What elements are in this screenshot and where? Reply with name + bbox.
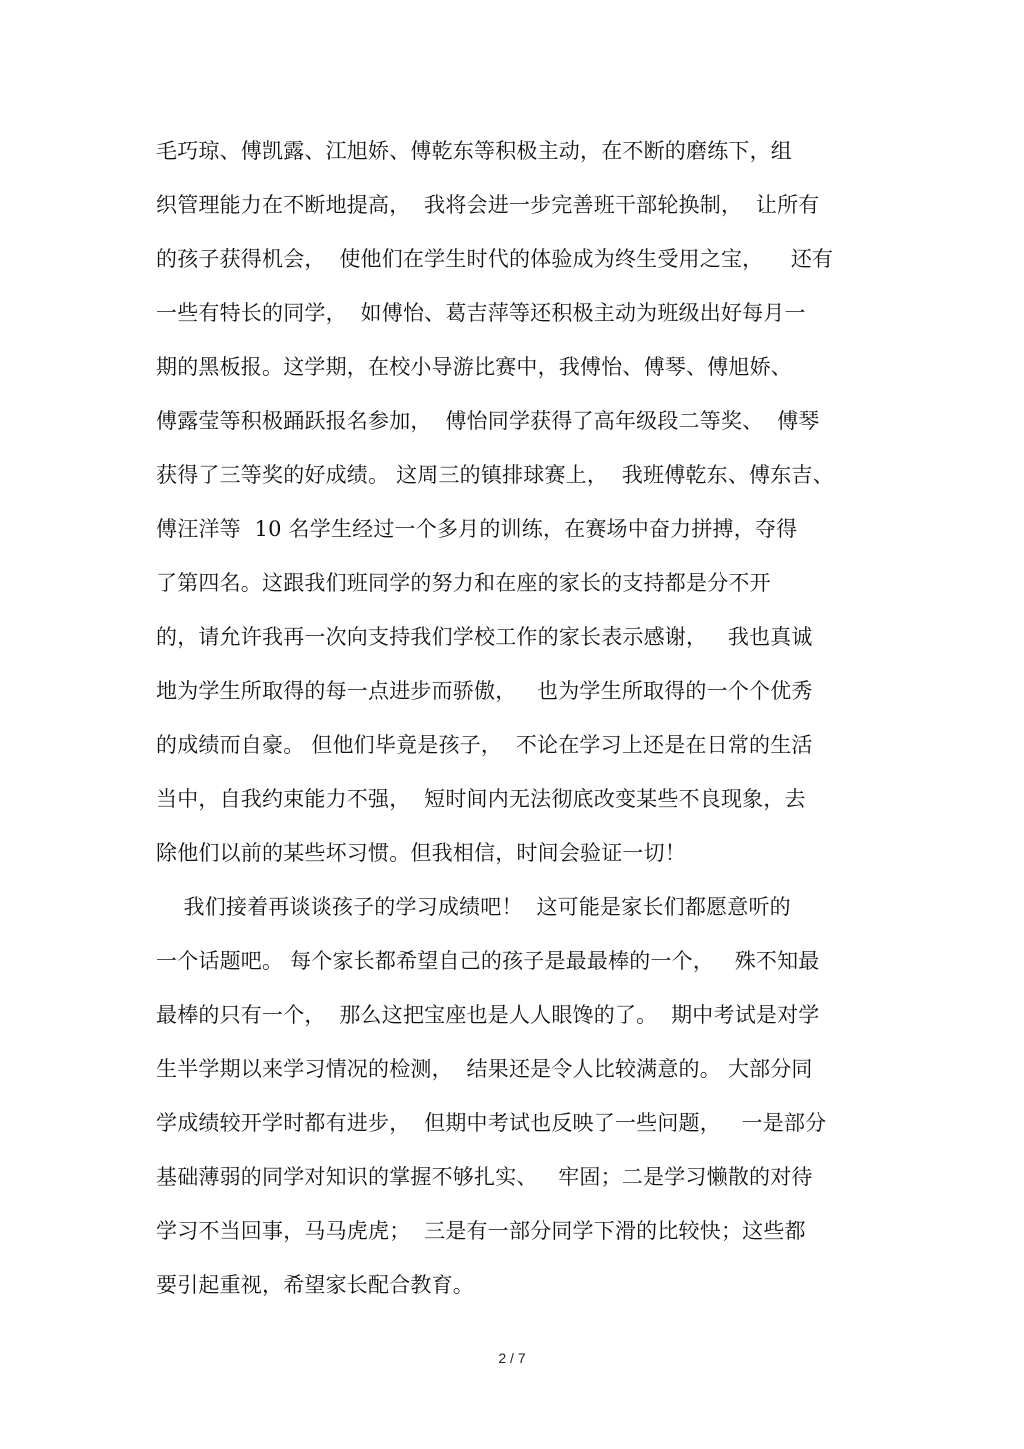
text-line: 学成绩较开学时都有进步， 但期中考试也反映了一些问题， 一是部分	[156, 1111, 827, 1135]
text-line: 的，请允许我再一次向支持我们学校工作的家长表示感谢， 我也真诚	[156, 625, 813, 649]
text-line: 傅露莹等积极踊跃报名参加， 傅怡同学获得了高年级段二等奖、 傅琴	[156, 409, 820, 433]
text-line: 毛巧琼、傅凯露、江旭娇、傅乾东等积极主动，在不断的磨练下，组	[156, 139, 792, 163]
text-line: 的孩子获得机会， 使他们在学生时代的体验成为终生受用之宝， 还有	[156, 247, 834, 271]
text-line: 我们接着再谈谈孩子的学习成绩吧！ 这可能是家长们都愿意听的	[156, 895, 791, 919]
text-line: 基础薄弱的同学对知识的掌握不够扎实、 牢固；二是学习懒散的对待	[156, 1165, 813, 1189]
text-line: 要引起重视，希望家长配合教育。	[156, 1273, 474, 1297]
text-line: 的成绩而自豪。 但他们毕竟是孩子， 不论在学习上还是在日常的生活	[156, 733, 813, 757]
text-line: 学习不当回事，马马虎虎； 三是有一部分同学下滑的比较快；这些都	[156, 1219, 806, 1243]
text-line: 一些有特长的同学， 如傅怡、葛吉萍等还积极主动为班级出好每月一	[156, 301, 806, 325]
text-line: 生半学期以来学习情况的检测， 结果还是令人比较满意的。 大部分同	[156, 1057, 813, 1081]
text-line: 傅汪洋等 10 名学生经过一个多月的训练，在赛场中奋力拼搏，夺得	[156, 517, 798, 541]
text-line: 地为学生所取得的每一点进步而骄傲， 也为学生所取得的一个个优秀	[156, 679, 813, 703]
text-line: 当中，自我约束能力不强， 短时间内无法彻底改变某些不良现象，去	[156, 787, 806, 811]
text-line: 获得了三等奖的好成绩。 这周三的镇排球赛上， 我班傅乾东、傅东吉、	[156, 463, 834, 487]
text-line: 一个话题吧。 每个家长都希望自己的孩子是最最棒的一个， 殊不知最	[156, 949, 820, 973]
text-line: 期的黑板报。这学期，在校小导游比赛中，我傅怡、傅琴、傅旭娇、	[156, 355, 792, 379]
page-number: 2 / 7	[498, 1350, 526, 1366]
text-line: 了第四名。这跟我们班同学的努力和在座的家长的支持都是分不开	[156, 571, 771, 595]
text-line: 除他们以前的某些坏习惯。但我相信，时间会验证一切！	[156, 841, 686, 865]
text-line: 织管理能力在不断地提高， 我将会进一步完善班干部轮换制， 让所有	[156, 193, 820, 217]
text-line: 最棒的只有一个， 那么这把宝座也是人人眼馋的了。 期中考试是对学	[156, 1003, 820, 1027]
